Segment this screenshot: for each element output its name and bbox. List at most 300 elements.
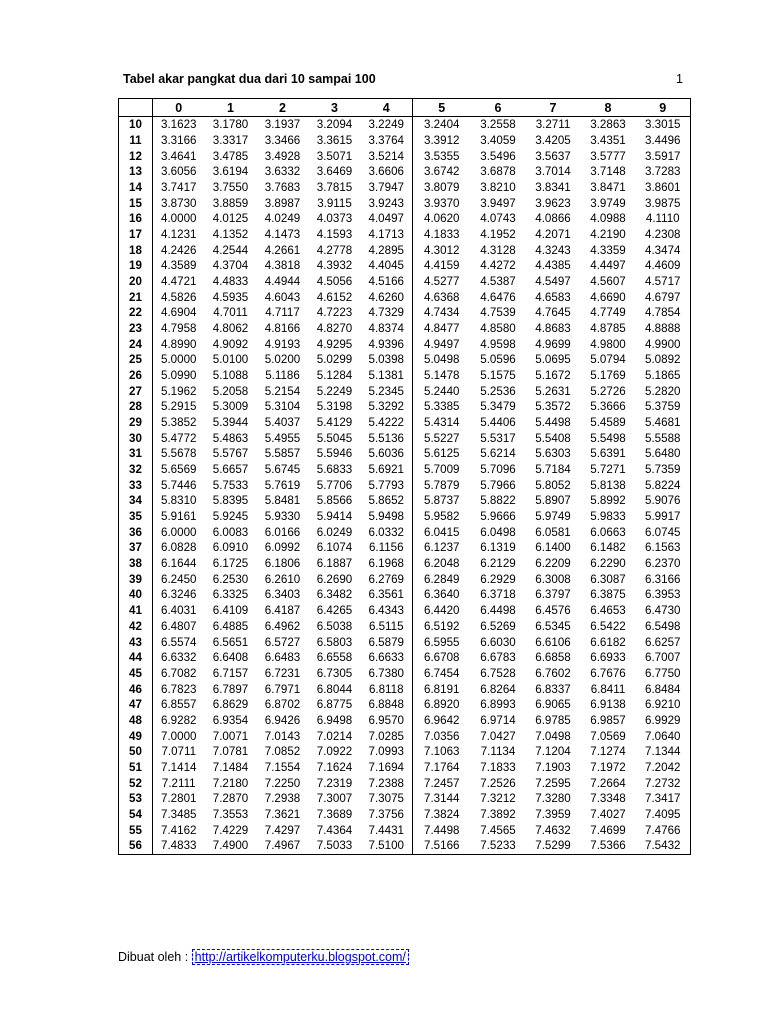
table-cell: 7.0922 [316, 745, 353, 759]
table-cell: 5.0498 [413, 352, 471, 368]
table-cell: 7.4632 [535, 823, 571, 837]
table-cell: 7.2870 [212, 792, 249, 806]
table-cell: 3.8730 [153, 195, 205, 211]
table-cell: 6.8191 [413, 681, 471, 697]
table-cell: 7.2180 [212, 776, 249, 790]
table-cell: 4.7854 [636, 305, 691, 321]
table-cell: 6.1644 [153, 556, 205, 572]
table-cell: 5.7879 [413, 477, 471, 493]
table-cell: 5.6303 [535, 447, 571, 461]
row-header-cell: 39 [119, 571, 153, 587]
table-cell: 7.1274 [590, 745, 626, 759]
table-cell: 7.4095 [636, 807, 691, 823]
table-cell: 5.5767 [212, 447, 249, 461]
table-cell: 6.2929 [480, 572, 516, 586]
table-cell: 4.0249 [264, 212, 301, 226]
table-cell: 5.5946 [316, 447, 353, 461]
row-header-cell: 32 [119, 462, 153, 478]
table-row [119, 634, 691, 650]
table-cell: 6.7528 [480, 666, 516, 680]
table-cell: 7.0071 [212, 729, 249, 743]
table-cell: 4.8785 [590, 322, 626, 336]
table-cell: 6.4576 [535, 604, 571, 618]
table-row [119, 274, 691, 290]
table-cell: 4.9900 [636, 336, 691, 352]
table-cell: 5.5588 [636, 430, 691, 446]
table-cell: 4.3818 [264, 259, 301, 273]
table-cell: 5.7793 [368, 478, 404, 492]
table-cell: 4.6152 [316, 290, 353, 304]
table-cell: 5.5227 [413, 430, 471, 446]
table-cell: 6.6408 [212, 651, 249, 665]
table-cell: 6.3403 [264, 588, 301, 602]
table-cell: 4.5607 [590, 275, 626, 289]
table-row [119, 822, 691, 838]
table-cell: 3.9749 [590, 196, 626, 210]
table-cell: 7.3756 [368, 807, 404, 821]
table-cell: 7.5100 [361, 838, 413, 854]
table-cell: 7.4967 [257, 838, 309, 854]
table-cell: 4.8990 [153, 336, 205, 352]
table-cell: 5.5136 [368, 431, 404, 445]
table-cell: 7.2319 [316, 776, 353, 790]
table-cell: 6.7750 [636, 666, 691, 682]
table-cell: 3.4351 [590, 134, 626, 147]
table-cell: 4.8374 [368, 322, 404, 336]
table-cell: 6.3561 [368, 588, 404, 602]
table-row [119, 258, 691, 274]
table-cell: 5.4406 [480, 416, 516, 430]
table-cell: 4.2544 [212, 243, 249, 257]
table-row [119, 728, 691, 744]
table-cell: 6.3325 [212, 588, 249, 602]
table-row [119, 681, 691, 697]
table-cell: 7.0427 [480, 729, 516, 743]
table-cell: 6.0910 [212, 541, 249, 555]
table-cell: 6.7231 [264, 666, 301, 680]
table-cell: 6.2849 [413, 571, 471, 587]
table-cell: 5.2249 [316, 384, 353, 398]
table-cell: 5.1186 [265, 369, 300, 383]
table-cell: 7.3892 [480, 807, 516, 821]
table-cell: 5.8822 [480, 494, 516, 508]
table-cell: 4.0373 [316, 212, 353, 226]
table-cell: 4.3012 [413, 242, 471, 258]
table-cell: 6.0415 [413, 524, 471, 540]
table-cell: 5.1381 [368, 369, 404, 383]
table-row [119, 713, 691, 729]
table-cell: 7.4498 [413, 822, 471, 838]
table-cell: 4.4609 [636, 258, 691, 274]
table-cell: 4.0743 [480, 212, 516, 226]
table-cell: 6.5115 [368, 619, 404, 633]
table-cell: 6.6106 [535, 635, 571, 649]
row-header-cell: 15 [119, 195, 153, 211]
table-cell: 5.7706 [316, 478, 353, 492]
row-header-cell: 28 [119, 399, 153, 415]
footer-link[interactable]: http://artikelkomputerku.blogspot.com/ [192, 949, 409, 965]
table-cell: 5.8992 [590, 494, 626, 508]
table-cell: 6.1806 [264, 557, 301, 571]
table-cell: 6.7157 [212, 666, 249, 680]
table-cell: 5.3759 [636, 399, 691, 415]
table-cell: 6.4187 [264, 604, 301, 618]
table-cell: 6.1725 [212, 557, 249, 571]
table-cell: 7.4431 [368, 823, 404, 837]
row-header-cell: 38 [119, 556, 153, 572]
table-cell: 5.4772 [153, 430, 205, 446]
table-cell: 6.5038 [316, 619, 353, 633]
table-cell: 6.5651 [212, 635, 249, 649]
row-header-cell: 51 [119, 760, 153, 776]
table-cell: 7.0143 [264, 729, 301, 743]
table-cell: 4.9800 [590, 337, 626, 351]
table-cell: 7.2732 [636, 775, 691, 791]
row-header-cell: 26 [119, 368, 153, 384]
table-cell: 4.4159 [413, 258, 471, 274]
table-cell: 7.2595 [535, 776, 571, 790]
table-row [119, 117, 691, 133]
row-header-cell: 36 [119, 524, 153, 540]
table-cell: 7.4565 [480, 823, 516, 837]
table-cell: 6.2769 [368, 572, 404, 586]
column-header-3: 3 [309, 99, 361, 117]
row-header-cell: 43 [119, 634, 153, 650]
table-cell: 4.0000 [153, 211, 205, 227]
table-cell: 6.5422 [590, 619, 626, 633]
table-cell: 6.0745 [636, 524, 691, 540]
table-cell: 4.1833 [413, 227, 471, 243]
table-row [119, 524, 691, 540]
table-cell: 6.4265 [316, 604, 353, 618]
row-header-cell: 25 [119, 352, 153, 368]
table-cell: 5.0794 [590, 353, 626, 367]
row-header-cell: 27 [119, 383, 153, 399]
table-cell: 3.8210 [480, 181, 516, 195]
table-cell: 3.5637 [535, 149, 571, 163]
table-cell: 3.5917 [636, 148, 691, 164]
row-header-cell: 33 [119, 477, 153, 493]
table-cell: 6.9138 [590, 698, 626, 712]
table-row [119, 368, 691, 384]
table-cell: 4.7958 [153, 321, 205, 337]
table-cell: 3.4641 [153, 148, 205, 164]
table-cell: 5.3666 [590, 400, 626, 414]
table-row [119, 180, 691, 196]
table-row [119, 336, 691, 352]
table-cell: 5.4037 [264, 416, 301, 430]
table-cell: 6.9065 [535, 698, 571, 712]
column-header-0: 0 [153, 99, 205, 117]
table-cell: 5.5317 [480, 431, 516, 445]
table-cell: 5.3572 [535, 400, 571, 414]
table-cell: 6.6483 [264, 651, 301, 665]
footer [118, 950, 409, 964]
table-cell: 5.8052 [535, 478, 571, 492]
table-cell: 7.2801 [153, 791, 205, 807]
table-cell: 7.0640 [636, 728, 691, 744]
table-cell: 3.2249 [368, 118, 404, 132]
table-cell: 6.6030 [480, 635, 516, 649]
table-cell: 4.8580 [480, 322, 516, 336]
square-root-table-container [118, 98, 690, 855]
table-row [119, 666, 691, 682]
table-cell: 4.0988 [590, 212, 626, 226]
table-cell: 4.2661 [264, 243, 301, 257]
table-cell: 4.4045 [368, 259, 404, 273]
table-body [119, 117, 691, 855]
table-cell: 5.2915 [153, 399, 205, 415]
table-cell: 7.4833 [153, 838, 205, 854]
table-cell: 4.6904 [153, 305, 205, 321]
table-cell: 4.1952 [480, 228, 516, 242]
table-cell: 4.4833 [212, 275, 249, 289]
table-cell: 5.2631 [535, 384, 571, 398]
table-cell: 7.2457 [413, 775, 471, 791]
table-cell: 3.9243 [368, 196, 404, 210]
table-cell: 6.7082 [153, 666, 205, 682]
square-root-table [118, 98, 691, 855]
table-cell: 6.3482 [316, 588, 353, 602]
row-header-cell: 56 [119, 838, 153, 854]
table-cell: 5.5408 [535, 431, 571, 445]
table-row [119, 493, 691, 509]
table-cell: 7.3824 [413, 807, 471, 823]
table-cell: 3.3466 [264, 134, 301, 147]
table-cell: 6.4653 [590, 604, 626, 618]
table-cell: 4.8166 [264, 322, 301, 336]
table-cell: 5.1865 [636, 368, 691, 384]
table-cell: 7.2111 [153, 775, 205, 791]
table-cell: 6.7602 [535, 666, 571, 680]
column-header-7: 7 [526, 99, 581, 117]
page-title: Tabel akar pangkat dua dari 10 sampai 100 [123, 72, 376, 86]
table-cell: 7.1624 [316, 760, 353, 774]
table-cell: 4.7011 [213, 306, 248, 320]
table-cell: 7.1134 [480, 745, 516, 759]
table-cell: 5.0398 [368, 353, 404, 367]
table-row [119, 744, 691, 760]
table-cell: 5.8395 [212, 494, 249, 508]
table-cell: 5.8737 [413, 493, 471, 509]
table-cell: 7.0711 [153, 744, 205, 760]
column-header-6: 6 [471, 99, 526, 117]
table-cell: 5.4129 [316, 416, 353, 430]
row-header-cell: 54 [119, 807, 153, 823]
table-cell: 6.5803 [316, 635, 353, 649]
table-cell: 3.7283 [636, 164, 691, 180]
table-cell: 4.2071 [535, 228, 571, 242]
table-cell: 3.6878 [480, 165, 516, 179]
table-cell: 6.9857 [590, 713, 626, 727]
table-cell: 4.9598 [480, 337, 516, 351]
table-cell: 7.3621 [264, 807, 301, 821]
table-cell: 7.0285 [368, 729, 404, 743]
table-cell: 4.0866 [535, 212, 571, 226]
table-cell: 7.5366 [581, 838, 636, 854]
table-cell: 7.3075 [368, 792, 404, 806]
table-cell: 3.1623 [153, 117, 205, 133]
table-cell: 3.2711 [535, 118, 571, 132]
table-cell: 6.1074 [316, 541, 353, 555]
table-cell: 5.3292 [368, 400, 404, 414]
table-cell: 7.2664 [590, 776, 626, 790]
table-cell: 5.4955 [264, 431, 301, 445]
table-cell: 4.4272 [480, 259, 516, 273]
table-cell: 3.5777 [590, 149, 626, 163]
table-cell: 7.5432 [636, 838, 691, 854]
table-cell: 6.8118 [368, 682, 404, 696]
table-cell: 3.6606 [368, 165, 404, 179]
table-cell: 5.1962 [153, 383, 205, 399]
table-cell: 7.4297 [264, 823, 301, 837]
table-cell: 5.3944 [212, 416, 249, 430]
table-cell: 7.5299 [526, 838, 581, 854]
table-cell: 4.1231 [153, 227, 205, 243]
table-cell: 4.8888 [636, 321, 691, 337]
row-header-cell: 14 [119, 180, 153, 196]
table-cell: 6.4807 [153, 619, 205, 635]
table-cell: 5.4681 [636, 415, 691, 431]
row-header-cell: 45 [119, 666, 153, 682]
table-cell: 4.8477 [413, 321, 471, 337]
table-cell: 4.4944 [264, 275, 301, 289]
table-cell: 4.8270 [316, 322, 353, 336]
table-cell: 7.3553 [212, 807, 249, 821]
table-cell: 4.0620 [413, 211, 471, 227]
table-cell: 4.5056 [316, 275, 353, 289]
table-cell: 4.2190 [590, 228, 626, 242]
table-cell: 6.2129 [480, 557, 516, 571]
table-cell: 5.5498 [590, 431, 626, 445]
row-header-cell: 18 [119, 242, 153, 258]
table-cell: 6.9785 [535, 713, 571, 727]
column-header-5: 5 [413, 99, 471, 117]
table-cell: 6.2450 [153, 571, 205, 587]
table-cell: 6.0498 [480, 525, 516, 539]
table-cell: 6.9642 [413, 713, 471, 729]
table-cell: 5.9245 [212, 510, 249, 524]
table-cell: 5.6480 [636, 446, 691, 462]
table-cell: 6.5727 [264, 635, 301, 649]
column-header-4: 4 [361, 99, 413, 117]
table-cell: 5.2154 [264, 384, 301, 398]
table-cell: 7.2938 [264, 792, 301, 806]
table-cell: 4.7117 [265, 306, 300, 320]
table-cell: 5.3479 [480, 400, 516, 414]
table-cell: 5.2536 [480, 384, 516, 398]
table-row [119, 446, 691, 462]
table-cell: 7.1903 [535, 760, 571, 774]
table-cell: 5.4589 [590, 416, 626, 430]
table-cell: 4.7749 [590, 306, 626, 320]
table-cell: 3.2094 [316, 118, 353, 132]
table-cell: 3.4928 [264, 149, 301, 163]
table-cell: 6.3718 [480, 588, 516, 602]
table-cell: 7.3417 [636, 791, 691, 807]
table-row [119, 148, 691, 164]
row-header-cell: 10 [119, 117, 153, 133]
table-cell: 6.0166 [264, 525, 301, 539]
table-cell: 6.9570 [368, 713, 404, 727]
table-cell: 4.1352 [212, 228, 249, 242]
table-cell: 5.5857 [264, 447, 301, 461]
table-cell: 5.4314 [413, 415, 471, 431]
table-cell: 3.3912 [413, 133, 471, 149]
table-cell: 6.8044 [316, 682, 353, 696]
table-cell: 5.8566 [316, 494, 353, 508]
table-cell: 3.9875 [636, 195, 691, 211]
row-header-cell: 41 [119, 603, 153, 619]
row-header-cell: 29 [119, 415, 153, 431]
row-header-cell: 24 [119, 336, 153, 352]
table-row [119, 305, 691, 321]
row-header-cell: 16 [119, 211, 153, 227]
table-cell: 4.4497 [590, 259, 626, 273]
table-cell: 6.1156 [368, 541, 404, 555]
table-cell: 5.0100 [212, 353, 249, 367]
table-cell: 6.5955 [413, 634, 471, 650]
table-cell: 4.8062 [212, 322, 249, 336]
table-cell: 4.5497 [535, 275, 571, 289]
table-cell: 5.6921 [368, 463, 404, 477]
table-cell: 3.3166 [153, 133, 205, 149]
table-cell: 6.4885 [212, 619, 249, 633]
table-cell: 6.4031 [153, 603, 205, 619]
table-cell: 6.2530 [212, 572, 249, 586]
table-cell: 6.7454 [413, 666, 471, 682]
table-cell: 4.9193 [264, 337, 301, 351]
table-cell: 6.9498 [316, 713, 353, 727]
table-cell: 6.6257 [636, 634, 691, 650]
table-cell: 4.1110 [636, 211, 691, 227]
table-cell: 6.4420 [413, 603, 471, 619]
table-cell: 4.0125 [212, 212, 249, 226]
table-cell: 5.8652 [368, 494, 404, 508]
table-cell: 4.9699 [535, 337, 571, 351]
table-cell: 5.3009 [212, 400, 249, 414]
table-cell: 5.3852 [153, 415, 205, 431]
table-cell: 4.2895 [368, 243, 404, 257]
table-cell: 7.4162 [153, 822, 205, 838]
table-row [119, 462, 691, 478]
table-row [119, 477, 691, 493]
table-cell: 4.7223 [316, 306, 353, 320]
table-cell: 5.2058 [212, 384, 249, 398]
table-cell: 5.9917 [636, 509, 691, 525]
table-cell: 6.6182 [590, 635, 626, 649]
table-cell: 6.2048 [413, 556, 471, 572]
table-cell: 7.3280 [535, 792, 571, 806]
table-cell: 4.7434 [413, 305, 471, 321]
table-cell: 6.0663 [590, 525, 626, 539]
table-cell: 6.0992 [264, 541, 301, 555]
column-header-2: 2 [257, 99, 309, 117]
table-cell: 5.2726 [590, 384, 626, 398]
table-cell: 7.1694 [368, 760, 404, 774]
table-cell: 7.0214 [316, 729, 353, 743]
table-cell: 7.3348 [590, 792, 626, 806]
table-cell: 4.3932 [316, 259, 353, 273]
row-header-cell: 22 [119, 305, 153, 321]
table-cell: 7.0569 [590, 729, 626, 743]
column-header-1: 1 [205, 99, 257, 117]
table-cell: 5.1478 [413, 368, 471, 384]
table-cell: 7.2388 [368, 776, 404, 790]
table-cell: 5.0892 [636, 352, 691, 368]
table-cell: 6.5345 [535, 619, 571, 633]
table-cell: 6.3166 [636, 571, 691, 587]
